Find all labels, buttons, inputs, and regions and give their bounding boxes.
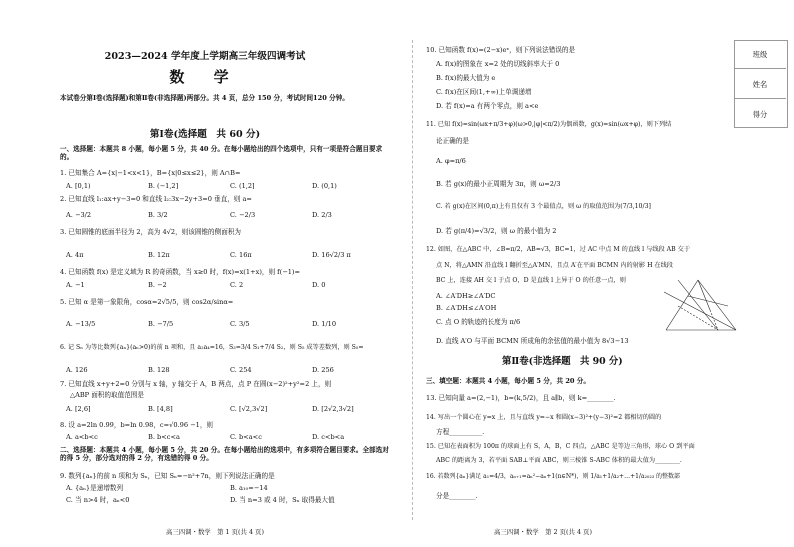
question-12-cont: 点 N，将△AMN 沿直线 l 翻折至△A′MN，且点 A′在平面 BCMN 内的射影 H 在线段 [436, 262, 673, 269]
q5-option-d: D. 1/10 [312, 320, 337, 328]
q7-option-c: C. [√2,3√2] [230, 405, 268, 413]
question-2: 2. 已知直线 l₁:ax+y−3=0 和直线 l₂:3x−2y+3=0 垂直，则 a= [60, 195, 252, 203]
exam-page-2 [412, 0, 724, 547]
exam-subject: 数 学 [169, 68, 241, 86]
q11-option-b: B. 若 g(x)的最小正周期为 3π，则 ω=2/3 [436, 180, 561, 188]
question-15-cont: ABC 的距离为 3，若平面 SAB⊥平面 ABC，则三棱锥 S-ABC 体积的最大值为________. [436, 457, 682, 464]
score-label: 得分 [752, 110, 768, 119]
q10-option-c: C. f(x)在区间(1,+∞)上单调递增 [436, 88, 532, 96]
q12-option-a: A. ∠A′DH≥∠A′DC [436, 292, 496, 300]
q5-option-a: A. −13/5 [66, 320, 96, 328]
part1-heading: 第Ⅰ卷(选择题 共 60 分) [149, 129, 261, 140]
q11-option-d: D. 若 g(π/4)=√3/2，则 ω 的最小值为 2 [436, 227, 557, 235]
q11-option-a: A. φ=π/6 [436, 157, 466, 165]
page2-footer: 高三四调・数学 第 2 页(共 4 页) [494, 528, 592, 536]
q10-option-b: B. f(x)的最大值为 e [436, 74, 496, 82]
question-16: 16. 若数列{aₙ}满足 a₁=4/3，aₙ₊₁=aₙ²−aₙ+1(n∈N*)，则 1/a₁+1/a₂+…+1/a₂₀₂₃ 的整数部 [426, 473, 681, 480]
question-10: 10. 已知函数 f(x)=(2−x)eˣ，则下列说法错误的是 [426, 46, 576, 54]
q1-option-a: A. [0,1) [66, 182, 91, 190]
q5-option-c: C. 3/5 [230, 320, 250, 328]
figure-line [678, 306, 718, 330]
q4-option-c: C. 2 [230, 281, 244, 289]
q7-option-a: A. [2,6] [66, 405, 91, 413]
part2-heading: 第Ⅱ卷(非选择题 共 90 分) [502, 356, 623, 367]
exam-intro: 本试卷分第Ⅰ卷(选择题)和第Ⅱ卷(非选择题)两部分。共 4 页，总分 150 分，考试时间120 分钟。 [60, 94, 349, 102]
q9-option-a: A. {aₙ}是递增数列 [66, 484, 124, 492]
q8-option-a: A. a<b<c [66, 433, 98, 441]
q3-option-c: C. 16π [230, 251, 252, 259]
binding-divider [734, 98, 786, 99]
q10-option-d: D. 若 f(x)=a 有两个零点，则 a<e [436, 102, 539, 110]
figure-line [678, 280, 718, 330]
q6-option-a: A. 126 [66, 366, 88, 374]
q1-option-c: C. (1,2] [230, 182, 255, 190]
question-7-cont: △ABP 面积的取值范围是 [70, 391, 144, 399]
question-15: 15. 已知在表面积为 100π 的球面上有 S，A，B，C 四点，△ABC 是等边三角形，球心 O 到平面 [426, 443, 695, 450]
question-16-cont: 分是________. [436, 492, 478, 500]
q2-option-d: D. 2/3 [312, 211, 332, 219]
question-12-cont2: BC 上，连接 AH 交 l 于点 O，D 是直线 l 上异于 O 的任意一点，则 [436, 277, 626, 284]
question-7: 7. 已知直线 x+y+2=0 分别与 x 轴，y 轴交于 A，B 两点，点 P 在圆(x−2)²+y²=2 上，则 [60, 380, 332, 388]
q8-option-d: D. c<b<a [312, 433, 345, 441]
q3-option-d: D. 16√2/3 π [312, 251, 351, 259]
question-5: 5. 已知 α 是第一象限角，cosα=2√5/5，则 cos2α/sinα= [60, 298, 234, 306]
q12-option-b: B. ∠A′DH≤∠A′OH [436, 304, 497, 312]
question-12: 12. 如图，在△ABC 中，∠B=π/2，AB=√3，BC=1，过 AC 中点 M 的直线 l 与线段 AB 交于 [426, 246, 691, 253]
question-3: 3. 已知圆锥的底面半径为 2，高为 4√2，则该圆锥的侧面积为 [60, 228, 242, 236]
q3-option-b: B. 12π [148, 251, 170, 259]
question-9: 9. 数列{aₙ}的前 n 项和为 Sₙ，已知 Sₙ=−n²+7n，则下列说法正确的是 [60, 472, 275, 480]
q6-option-d: D. 256 [312, 366, 334, 374]
binding-strip [726, 0, 794, 547]
q10-option-a: A. f(x)的图象在 x=2 处的切线斜率大于 0 [436, 60, 560, 68]
section2-heading: 二、选择题：本题共 4 小题，每小题 5 分，共 20 分。在每小题给出的选项中，有多项符合题目要求。全部选对的得 5 分，部分选对的得 2 分，有选错的得 0 分。 [60, 446, 389, 462]
class-label: 班级 [752, 50, 768, 59]
q9-option-b: B. a₁₀=−14 [230, 484, 268, 492]
q1-option-b: B. (−1,2] [148, 182, 179, 190]
q8-option-c: C. b<a<c [230, 433, 262, 441]
q2-option-b: B. 3/2 [148, 211, 168, 219]
q8-option-b: B. b<c<a [148, 433, 180, 441]
q12-option-d: D. 直线 A′O 与平面 BCMN 所成角的余弦值的最小值为 8√3−13 [436, 337, 629, 345]
question-4: 4. 已知函数 f(x) 是定义域为 R 的奇函数，当 x≥0 时，f(x)=x(1+x)，则 f(−1)= [60, 268, 301, 276]
question-14-cont: 方程__________. [436, 428, 485, 436]
q6-option-b: B. 128 [148, 366, 170, 374]
question-11-cont: 论正确的是 [436, 137, 469, 145]
binding-divider [734, 68, 786, 69]
question-13: 13. 已知向量 a=(2,−1)，b=(k,5/2)，且 a∥b，则 k=________. [426, 394, 616, 402]
q3-option-a: A. 4π [66, 251, 84, 259]
question-11: 11. 已知 f(x)=sin(ωx+π/3+φ)(ω>0,|φ|<π/2)为偶函数，g(x)=sin(ωx+φ)，则下列结 [426, 121, 672, 128]
figure-line [666, 280, 698, 330]
name-label: 姓名 [752, 80, 768, 89]
q2-option-c: C. −2/3 [230, 211, 256, 219]
question-8: 8. 设 a=2ln 0.99，b=ln 0.98，c=√0.96 −1，则 [60, 421, 214, 429]
q7-option-b: B. [4,8] [148, 405, 173, 413]
section3-heading: 三、填空题：本题共 4 小题，每小题 5 分，共 20 分。 [426, 377, 590, 385]
q5-option-b: B. −7/5 [148, 320, 174, 328]
q6-option-c: C. 254 [230, 366, 252, 374]
q4-option-a: A. −1 [66, 281, 85, 289]
q7-option-d: D. [2√2,3√2] [312, 405, 354, 413]
page1-footer: 高三四调・数学 第 1 页(共 4 页) [166, 528, 264, 536]
section1-heading: 一、选择题：本题共 8 小题，每小题 5 分，共 40 分。在每小题给出的四个选项中，只有一项是符合题目要求的。 [60, 145, 383, 161]
question-6: 6. 记 Sₙ 为等比数列{aₙ}(aₙ>0)的前 n 项和，且 a₂a₄=16，S₃=3/4 S₁+7/4 S₂，则 S₅ 成等差数列，则 S₅= [60, 344, 364, 351]
q1-option-d: D. (0,1) [312, 182, 337, 190]
q2-option-a: A. −3/2 [66, 211, 92, 219]
q9-option-d: D. 当 n=3 或 4 时，Sₙ 取得最大值 [230, 496, 335, 504]
figure-line [698, 280, 710, 310]
q12-option-c: C. 点 O 的轨迹的长度为 π/6 [436, 318, 521, 326]
q4-option-d: D. 0 [312, 281, 326, 289]
q4-option-b: B. −2 [148, 281, 167, 289]
question-14: 14. 写出一个圆心在 y=x 上，且与直线 y=−x 和圆(x−3)²+(y−3)²=2 都相切的圆的 [426, 414, 662, 421]
q9-option-c: C. 当 n>4 时，aₙ<0 [66, 496, 130, 504]
exam-title: 2023—2024 学年度上学期高三年级四调考试 [104, 51, 306, 62]
question-1: 1. 已知集合 A={x|−1<x<1}，B={x|0≤x≤2}，则 A∩B= [60, 169, 241, 177]
q11-option-c: C. 若 g(x)在区间(0,π)上有且仅有 3 个最值点，则 ω 的取值范围为(7/3,10/3] [436, 203, 651, 210]
